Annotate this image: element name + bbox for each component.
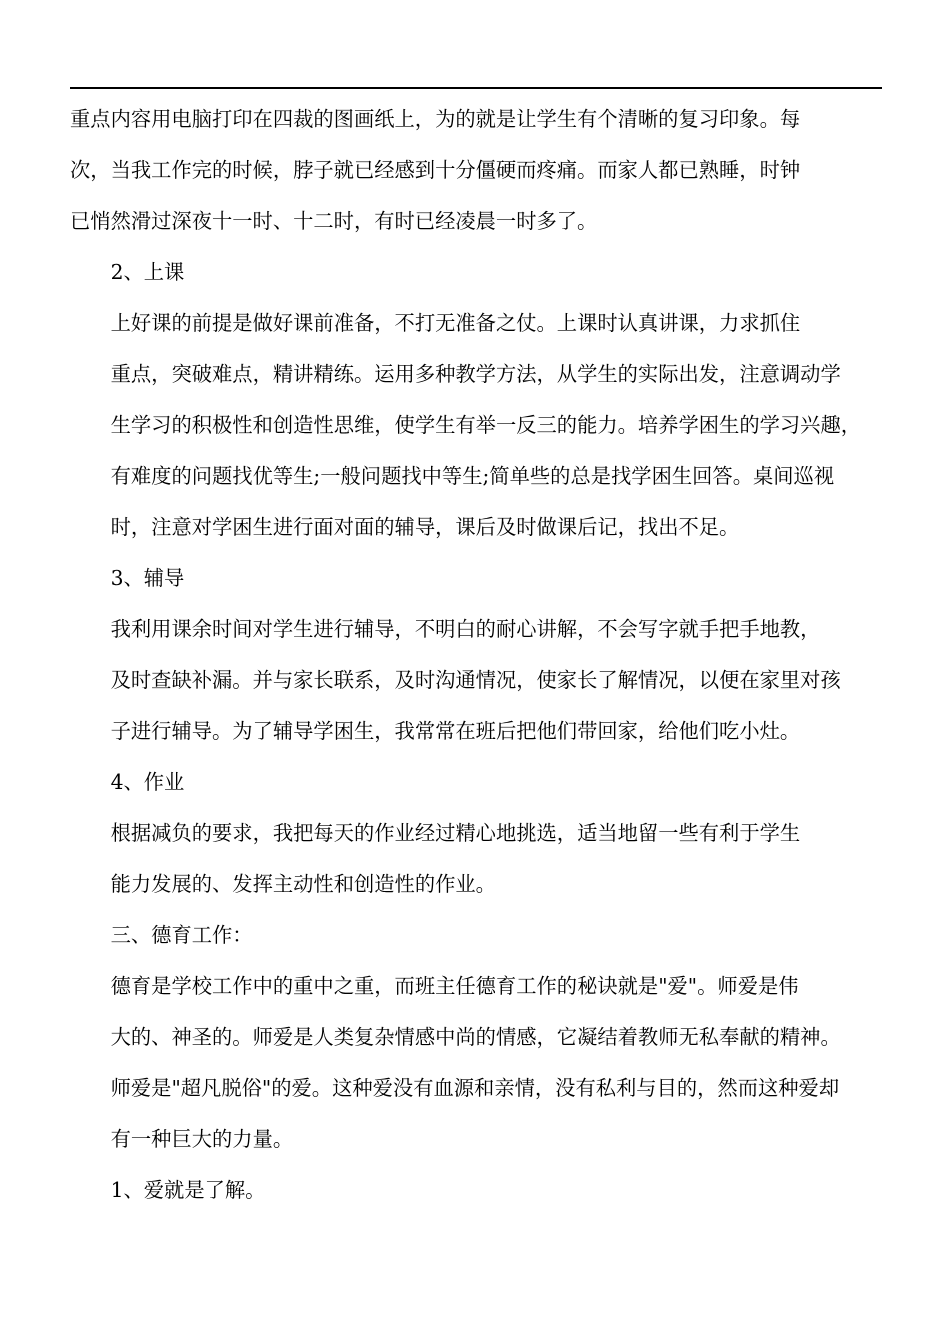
section-heading bbox=[70, 910, 882, 961]
text-line: 重点，突破难点，精讲精练。运用多种教学方法，从学生的实际出发，注意调动学 bbox=[110, 362, 841, 386]
text-line: 2、上课 bbox=[110, 260, 185, 284]
text-line: 能力发展的、发挥主动性和创造性的作业。 bbox=[110, 872, 496, 896]
text-line: 3、辅导 bbox=[110, 566, 185, 590]
text-line: 有难度的问题找优等生;一般问题找中等生;简单些的总是找学困生回答。桌间巡视 bbox=[110, 464, 835, 488]
body-paragraph bbox=[70, 298, 882, 553]
text-line: 及时查缺补漏。并与家长联系，及时沟通情况，使家长了解情况，以便在家里对孩 bbox=[110, 668, 841, 692]
text-line: 根据减负的要求，我把每天的作业经过精心地挑选，适当地留一些有利于学生 bbox=[110, 821, 801, 845]
text-line: 已悄然滑过深夜十一时、十二时，有时已经凌晨一时多了。 bbox=[70, 209, 598, 233]
section-heading bbox=[70, 247, 882, 298]
body-paragraph bbox=[70, 94, 882, 247]
section-heading bbox=[70, 757, 882, 808]
document-body bbox=[70, 94, 882, 1216]
body-paragraph bbox=[70, 808, 882, 910]
body-paragraph bbox=[70, 604, 882, 757]
text-line: 大的、神圣的。师爱是人类复杂情感中尚的情感，它凝结着教师无私奉献的精神。 bbox=[110, 1025, 841, 1049]
text-line: 次，当我工作完的时候，脖子就已经感到十分僵硬而疼痛。而家人都已熟睡，时钟 bbox=[70, 158, 801, 182]
text-line: 子进行辅导。为了辅导学困生，我常常在班后把他们带回家，给他们吃小灶。 bbox=[110, 719, 801, 743]
text-line: 我利用课余时间对学生进行辅导，不明白的耐心讲解，不会写字就手把手地教， bbox=[110, 617, 821, 641]
text-line: 有一种巨大的力量。 bbox=[110, 1127, 294, 1151]
text-line: 师爱是"超凡脱俗"的爱。这种爱没有血源和亲情，没有私利与目的，然而这种爱却 bbox=[110, 1076, 840, 1100]
text-line: 4、作业 bbox=[110, 770, 185, 794]
section-heading bbox=[70, 1165, 882, 1216]
text-line: 德育是学校工作中的重中之重，而班主任德育工作的秘诀就是"爱"。师爱是伟 bbox=[110, 974, 799, 998]
section-heading bbox=[70, 553, 882, 604]
text-line: 三、德育工作： bbox=[110, 923, 253, 947]
text-line: 重点内容用电脑打印在四裁的图画纸上，为的就是让学生有个清晰的复习印象。每 bbox=[70, 107, 801, 131]
body-paragraph bbox=[70, 961, 882, 1165]
text-line: 生学习的积极性和创造性思维，使学生有举一反三的能力。培养学困生的学习兴趣， bbox=[110, 413, 862, 437]
text-line: 时，注意对学困生进行面对面的辅导，课后及时做课后记，找出不足。 bbox=[110, 515, 740, 539]
header-rule bbox=[70, 87, 882, 89]
text-line: 1、爱就是了解。 bbox=[110, 1178, 266, 1202]
text-line: 上好课的前提是做好课前准备，不打无准备之仗。上课时认真讲课，力求抓住 bbox=[110, 311, 801, 335]
